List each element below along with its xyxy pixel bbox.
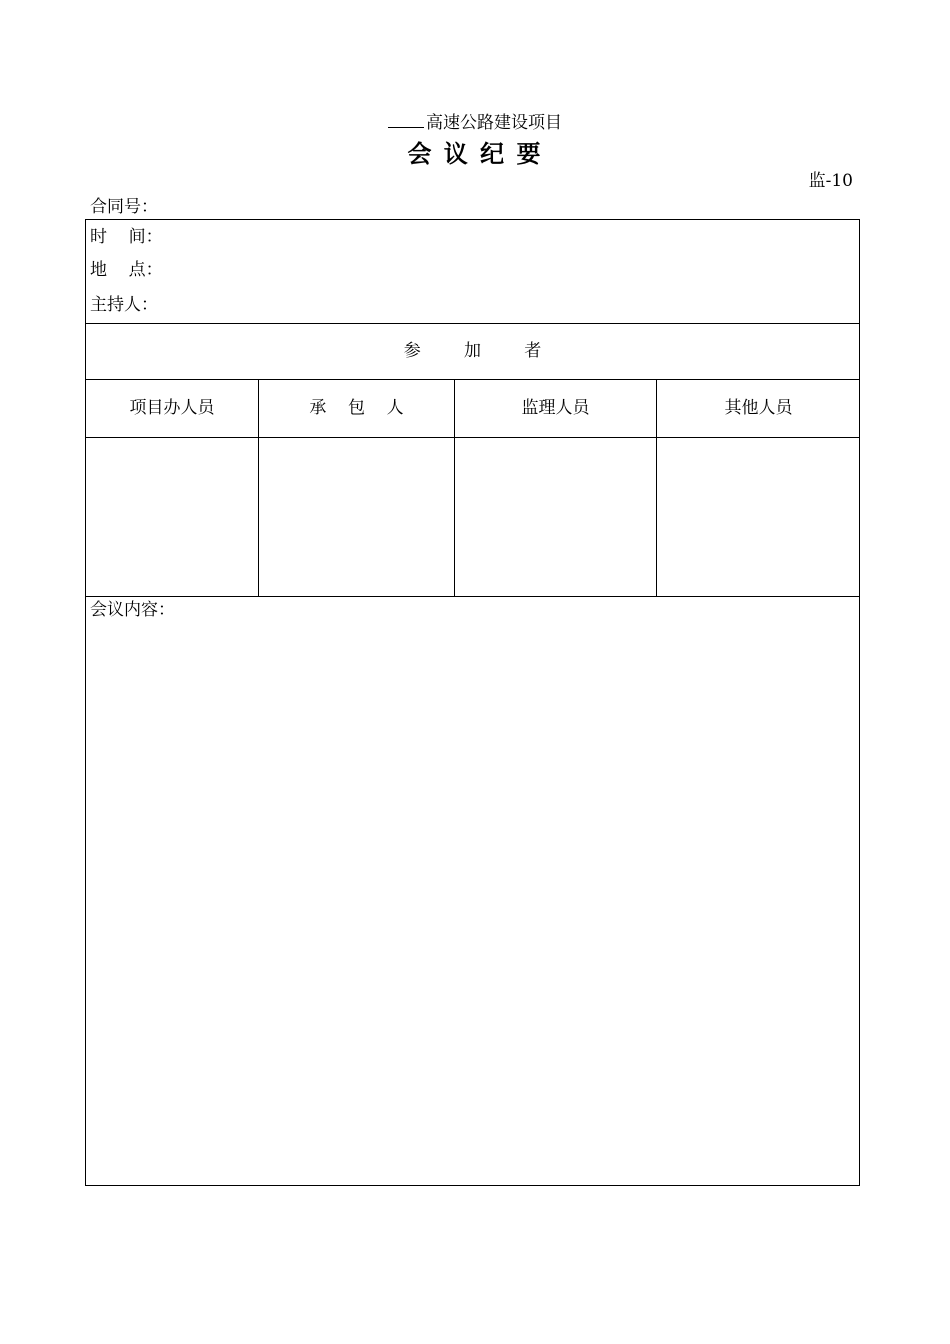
meeting-place-label: 地 点： bbox=[90, 260, 163, 280]
column-header-supervision: 监理人员 bbox=[521, 398, 590, 418]
meeting-time-label: 时 间： bbox=[90, 227, 163, 247]
divider-participants-content bbox=[85, 596, 860, 597]
meeting-host-label: 主持人： bbox=[90, 295, 158, 315]
project-line-text: 高速公路建设项目 bbox=[426, 113, 562, 133]
participants-cell-others[interactable] bbox=[657, 438, 859, 595]
divider-info-participants bbox=[85, 323, 860, 324]
participants-heading: 参 加 者 bbox=[403, 341, 542, 361]
column-header-project-office: 项目办人员 bbox=[129, 398, 215, 418]
divider-participants-heading bbox=[85, 379, 860, 380]
project-name-blank[interactable] bbox=[388, 113, 424, 128]
participants-cell-supervision[interactable] bbox=[455, 438, 656, 595]
project-name-line bbox=[0, 112, 950, 134]
column-header-others: 其他人员 bbox=[724, 398, 793, 418]
contract-number-label: 合同号： bbox=[90, 197, 158, 217]
column-header-contractor: 承 包 人 bbox=[309, 398, 404, 418]
document-title: 会 议 纪 要 bbox=[407, 140, 543, 168]
meeting-content-area[interactable] bbox=[90, 624, 855, 1180]
form-code: 监-10 bbox=[808, 171, 853, 191]
participants-cell-project-office[interactable] bbox=[86, 438, 258, 595]
meeting-content-label: 会议内容： bbox=[90, 600, 175, 620]
participants-cell-contractor[interactable] bbox=[259, 438, 454, 595]
